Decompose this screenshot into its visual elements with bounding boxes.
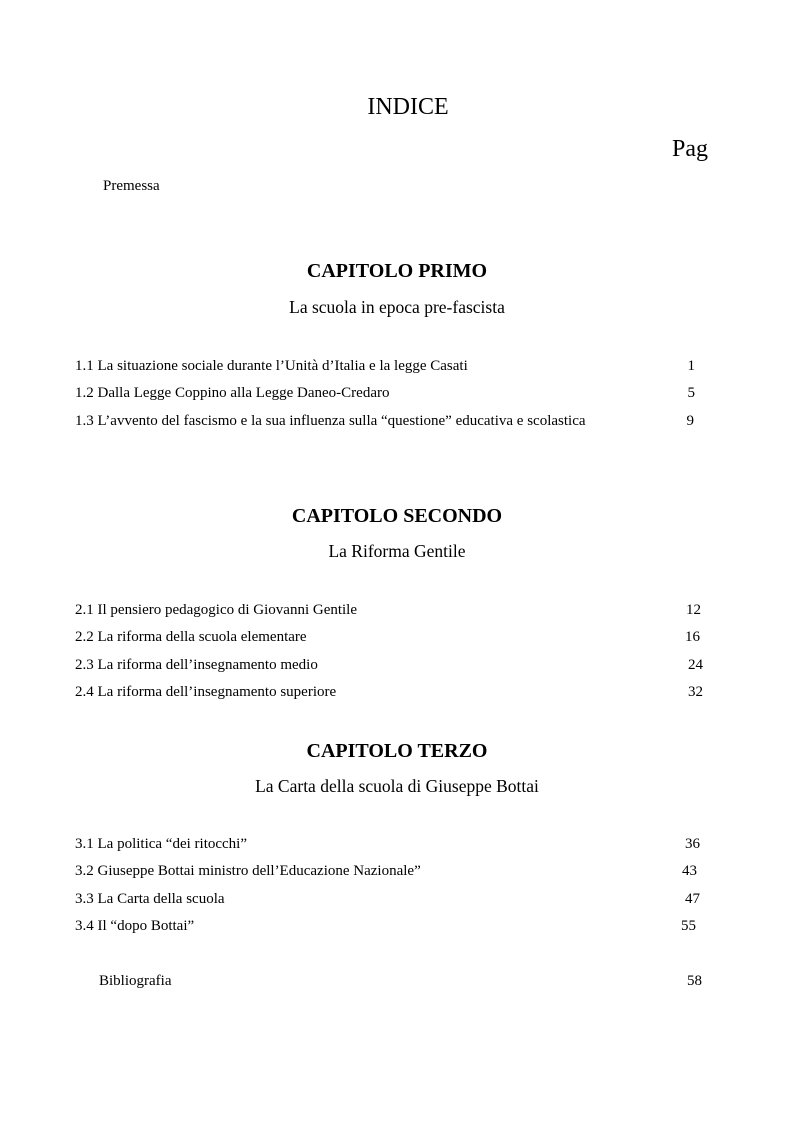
toc-page-3-3: 47 xyxy=(685,891,700,907)
toc-entry-3-3: 3.3 La Carta della scuola xyxy=(75,891,225,907)
toc-entry-1-1: 1.1 La situazione sociale durante l’Unità d’Italia e la legge Casati xyxy=(75,358,468,374)
toc-entry-3-4: 3.4 Il “dopo Bottai” xyxy=(75,918,195,934)
toc-page-2-2: 16 xyxy=(685,629,700,645)
toc-page-1-1: 1 xyxy=(687,358,695,374)
bibliografia-page: 58 xyxy=(687,973,702,989)
toc-page-3-2: 43 xyxy=(682,863,697,879)
index-title: INDICE xyxy=(367,94,449,120)
bibliografia-entry: Bibliografia xyxy=(99,973,172,989)
toc-page-1-3: 9 xyxy=(686,413,694,429)
chapter-1-subtitle: La scuola in epoca pre-fascista xyxy=(289,297,505,317)
toc-page-3-4: 55 xyxy=(681,918,696,934)
toc-page-3-1: 36 xyxy=(685,836,700,852)
toc-entry-3-2: 3.2 Giuseppe Bottai ministro dell’Educazione Nazionale” xyxy=(75,863,421,879)
premessa-entry: Premessa xyxy=(103,178,160,194)
page-column-label: Pag xyxy=(672,136,708,162)
chapter-3-subtitle: La Carta della scuola di Giuseppe Bottai xyxy=(255,776,539,796)
chapter-1-heading: CAPITOLO PRIMO xyxy=(306,260,488,282)
toc-entry-1-2: 1.2 Dalla Legge Coppino alla Legge Daneo-Credaro xyxy=(75,385,390,401)
chapter-3-heading: CAPITOLO TERZO xyxy=(306,740,488,762)
toc-entry-2-2: 2.2 La riforma della scuola elementare xyxy=(75,629,307,645)
chapter-2-heading: CAPITOLO SECONDO xyxy=(291,505,503,527)
toc-page-1-2: 5 xyxy=(687,385,695,401)
chapter-2-subtitle: La Riforma Gentile xyxy=(328,541,466,561)
toc-entry-2-3: 2.3 La riforma dell’insegnamento medio xyxy=(75,657,318,673)
toc-page-2-4: 32 xyxy=(688,684,703,700)
toc-entry-2-1: 2.1 Il pensiero pedagogico di Giovanni Gentile xyxy=(75,602,358,618)
toc-entry-1-3: 1.3 L’avvento del fascismo e la sua influenza sulla “questione” educativa e scolastica xyxy=(75,413,586,429)
toc-entry-3-1: 3.1 La politica “dei ritocchi” xyxy=(75,836,248,852)
toc-entry-2-4: 2.4 La riforma dell’insegnamento superiore xyxy=(75,684,337,700)
toc-page-2-3: 24 xyxy=(688,657,703,673)
toc-page-2-1: 12 xyxy=(686,602,701,618)
